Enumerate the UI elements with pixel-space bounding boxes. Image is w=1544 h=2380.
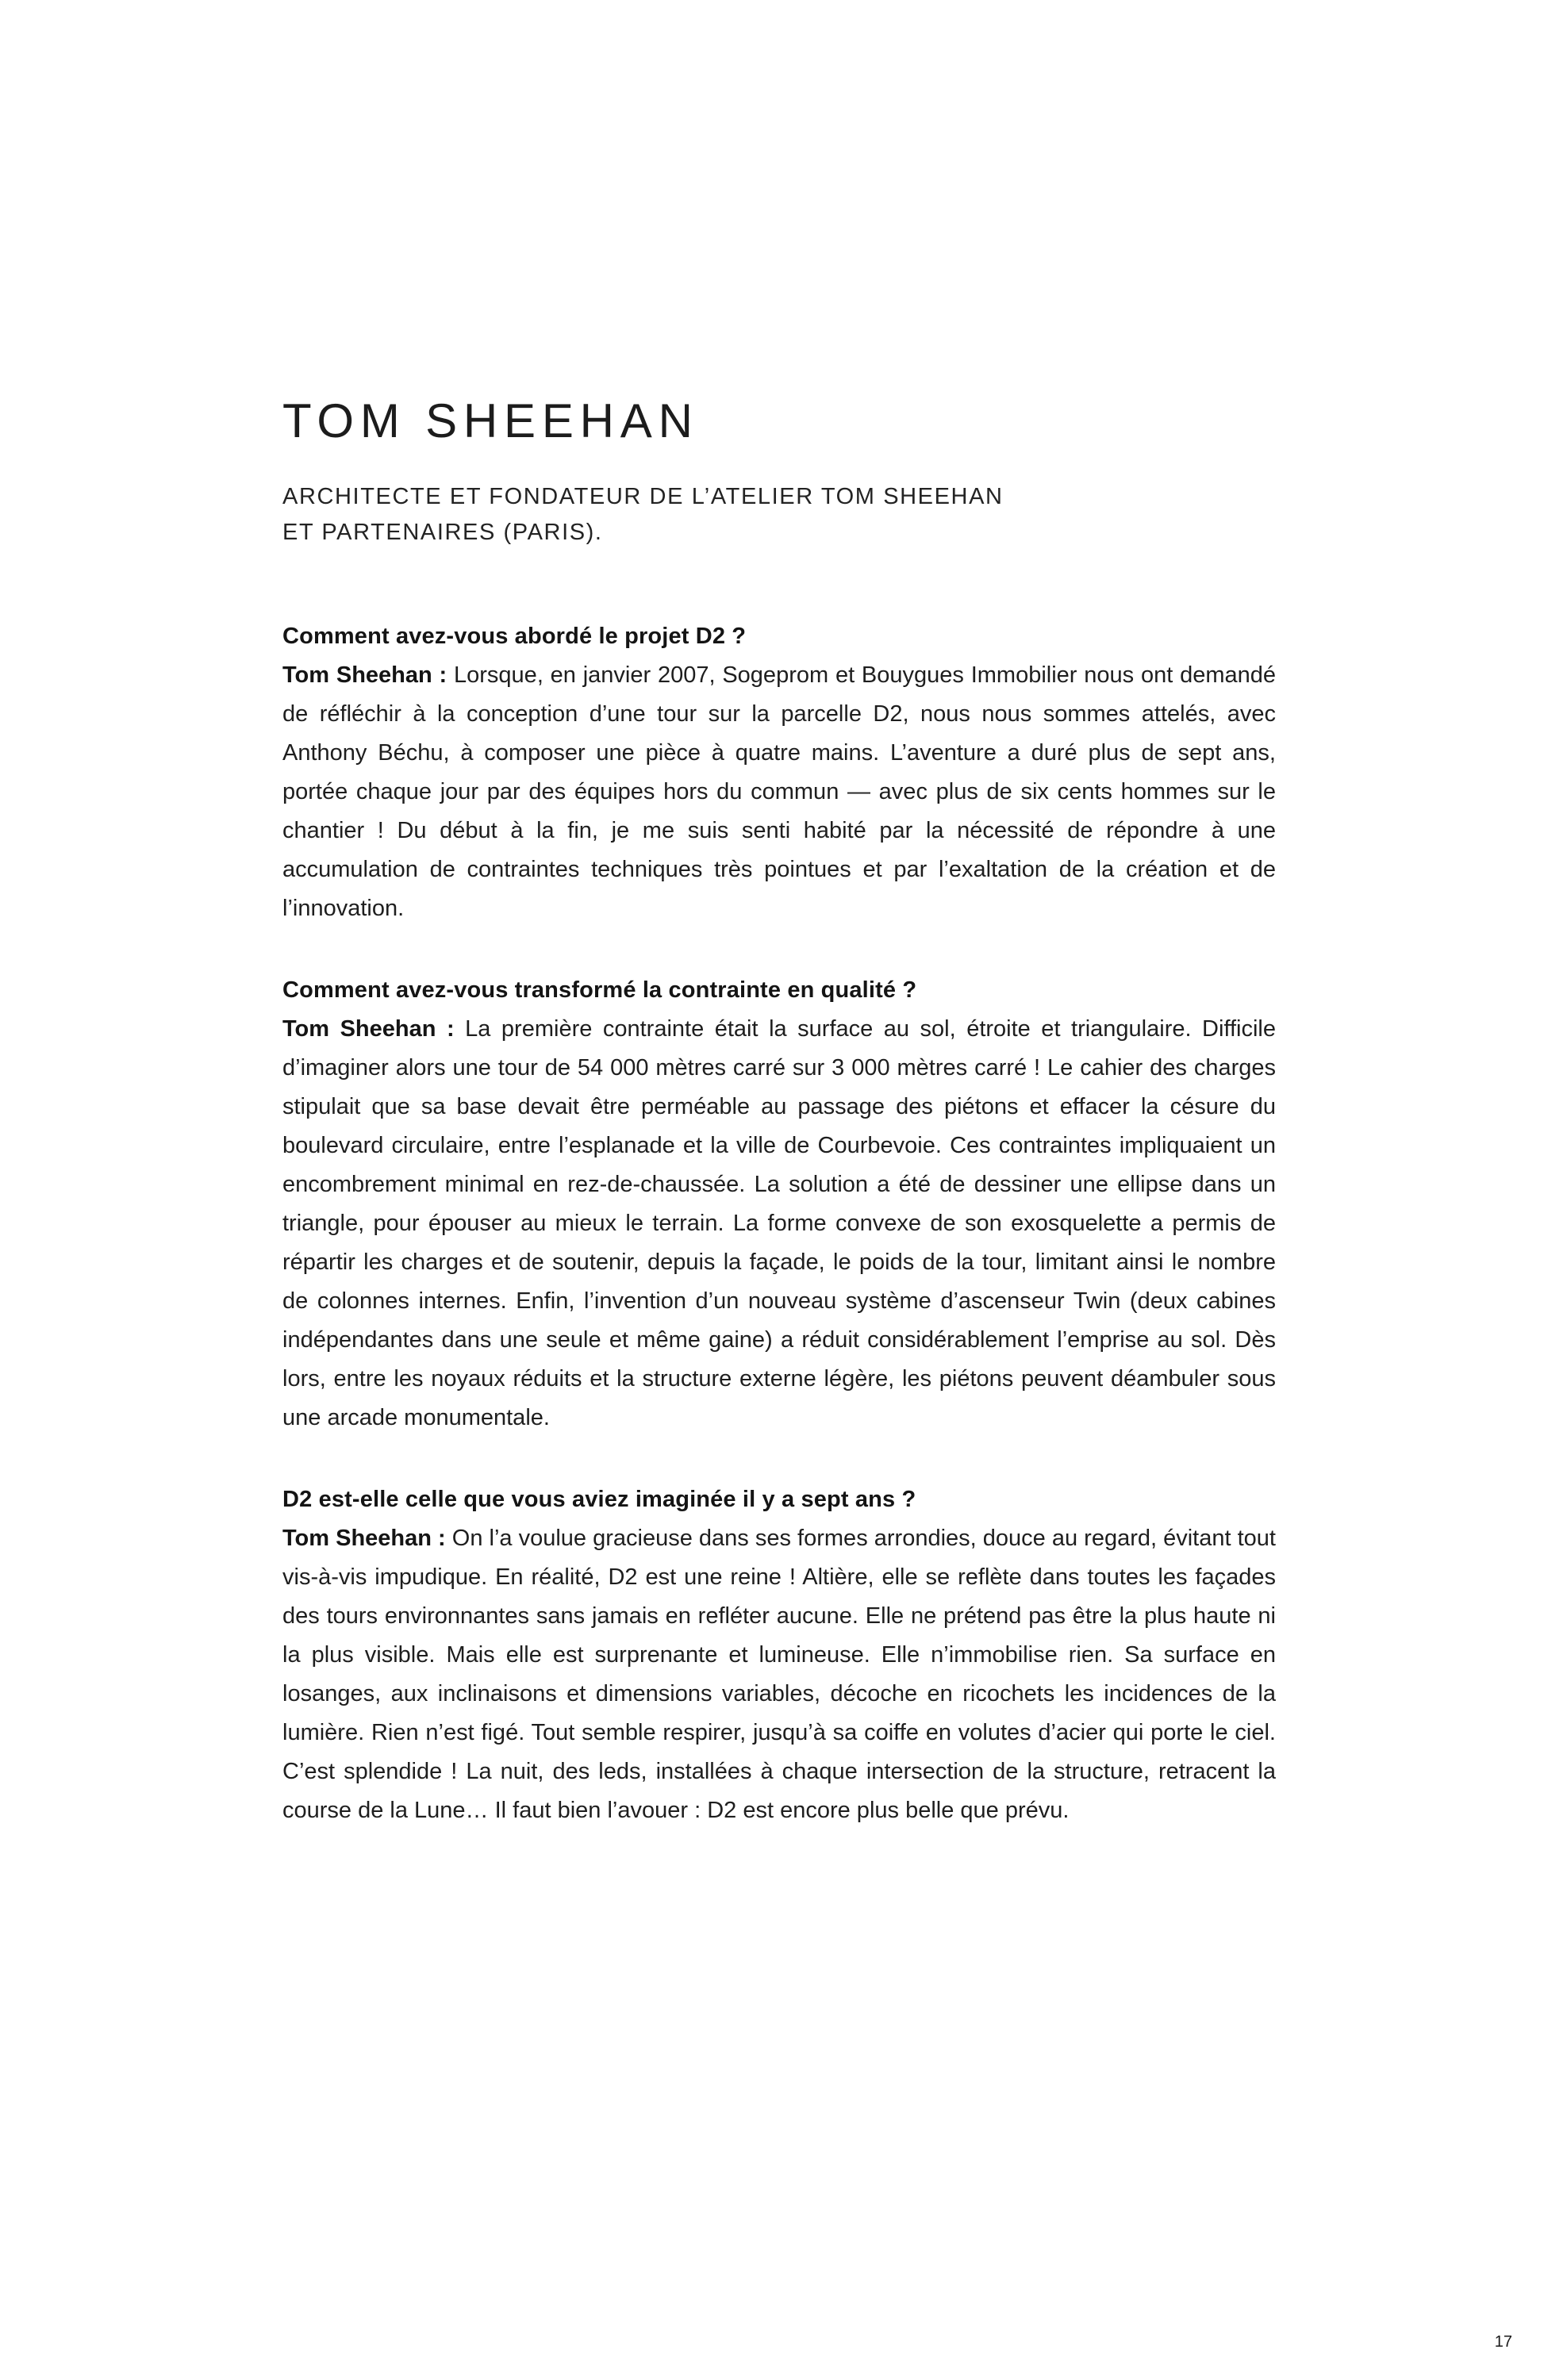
qa-section-1 bbox=[282, 617, 1276, 928]
answer-paragraph bbox=[282, 1519, 1276, 1830]
qa-section-3 bbox=[282, 1480, 1276, 1830]
qa-list bbox=[282, 617, 1276, 1830]
qa-section-2 bbox=[282, 971, 1276, 1438]
page-subtitle-line-2: ET PARTENAIRES (PARIS). bbox=[282, 520, 603, 545]
question-heading: Comment avez-vous transformé la contrainte en qualité ? bbox=[282, 977, 917, 1003]
speaker-label: Tom Sheehan : bbox=[282, 1526, 446, 1551]
answer-text: La première contrainte était la surface au sol, étroite et triangulaire. Difficile d’imaginer alors une tour de 54 000 mètres carré sur 3 000 mètres carré ! Le cahier des charges stipulait que sa base devait être perméable au passage des piétons et effacer la césure du boulevard circulaire, entre l’esplanade et la ville de Courbevoie. Ces contraintes impliquaient un encombrement minimal en rez-de-chaussée. La solution a été de dessiner une ellipse dans un triangle, pour épouser au mieux le terrain. La forme convexe de son exosquelette a permis de répartir les charges et de soutenir, depuis la façade, le poids de la tour, limitant ainsi le nombre de colonnes internes. Enfin, l’invention d’un nouveau système d’ascenseur Twin (deux cabines indépendantes dans une seule et même gaine) a réduit considérablement l’emprise au sol. Dès lors, entre les noyaux réduits et la structure externe légère, les piétons peuvent déambuler sous une arcade monumentale. bbox=[282, 1016, 1276, 1430]
answer-text: Lorsque, en janvier 2007, Sogeprom et Bouygues Immobilier nous ont demandé de réfléchir à la conception d’une tour sur la parcelle D2, nous nous sommes attelés, avec Anthony Béchu, à composer une pièce à quatre mains. L’aventure a duré plus de sept ans, portée chaque jour par des équipes hors du commun — avec plus de six cents hommes sur le chantier ! Du début à la fin, je me suis senti habité par la nécessité de répondre à une accumulation de contraintes techniques très pointues et par l’exaltation de la création et de l’innovation. bbox=[282, 662, 1276, 921]
page-subtitle-line-1: ARCHITECTE ET FONDATEUR DE L’ATELIER TOM SHEEHAN bbox=[282, 484, 1004, 509]
speaker-label: Tom Sheehan : bbox=[282, 662, 447, 688]
page-number: 17 bbox=[1494, 2333, 1512, 2351]
question-heading: Comment avez-vous abordé le projet D2 ? bbox=[282, 624, 747, 649]
page-title: TOM SHEEHAN bbox=[282, 394, 699, 447]
answer-text: On l’a voulue gracieuse dans ses formes arrondies, douce au regard, évitant tout vis-à-vis impudique. En réalité, D2 est une reine ! Altière, elle se reflète dans toutes les façades des tours environnantes sans jamais en refléter aucune. Elle ne prétend pas être la plus haute ni la plus visible. Mais elle est surprenante et lumineuse. Elle n’immobilise rien. Sa surface en losanges, aux inclinaisons et dimensions variables, décoche en ricochets les incidences de la lumière. Rien n’est figé. Tout semble respirer, jusqu’à sa coiffe en volutes d’acier qui porte le ciel. C’est splendide ! La nuit, des leds, installées à chaque intersection de la structure, retracent la course de la Lune… Il faut bien l’avouer : D2 est encore plus belle que prévu. bbox=[282, 1526, 1276, 1823]
answer-paragraph bbox=[282, 1010, 1276, 1438]
page-subtitle bbox=[282, 479, 1276, 551]
answer-paragraph bbox=[282, 656, 1276, 928]
question-heading: D2 est-elle celle que vous aviez imaginée il y a sept ans ? bbox=[282, 1487, 916, 1512]
speaker-label: Tom Sheehan : bbox=[282, 1016, 455, 1042]
interview-article bbox=[282, 395, 1276, 1873]
